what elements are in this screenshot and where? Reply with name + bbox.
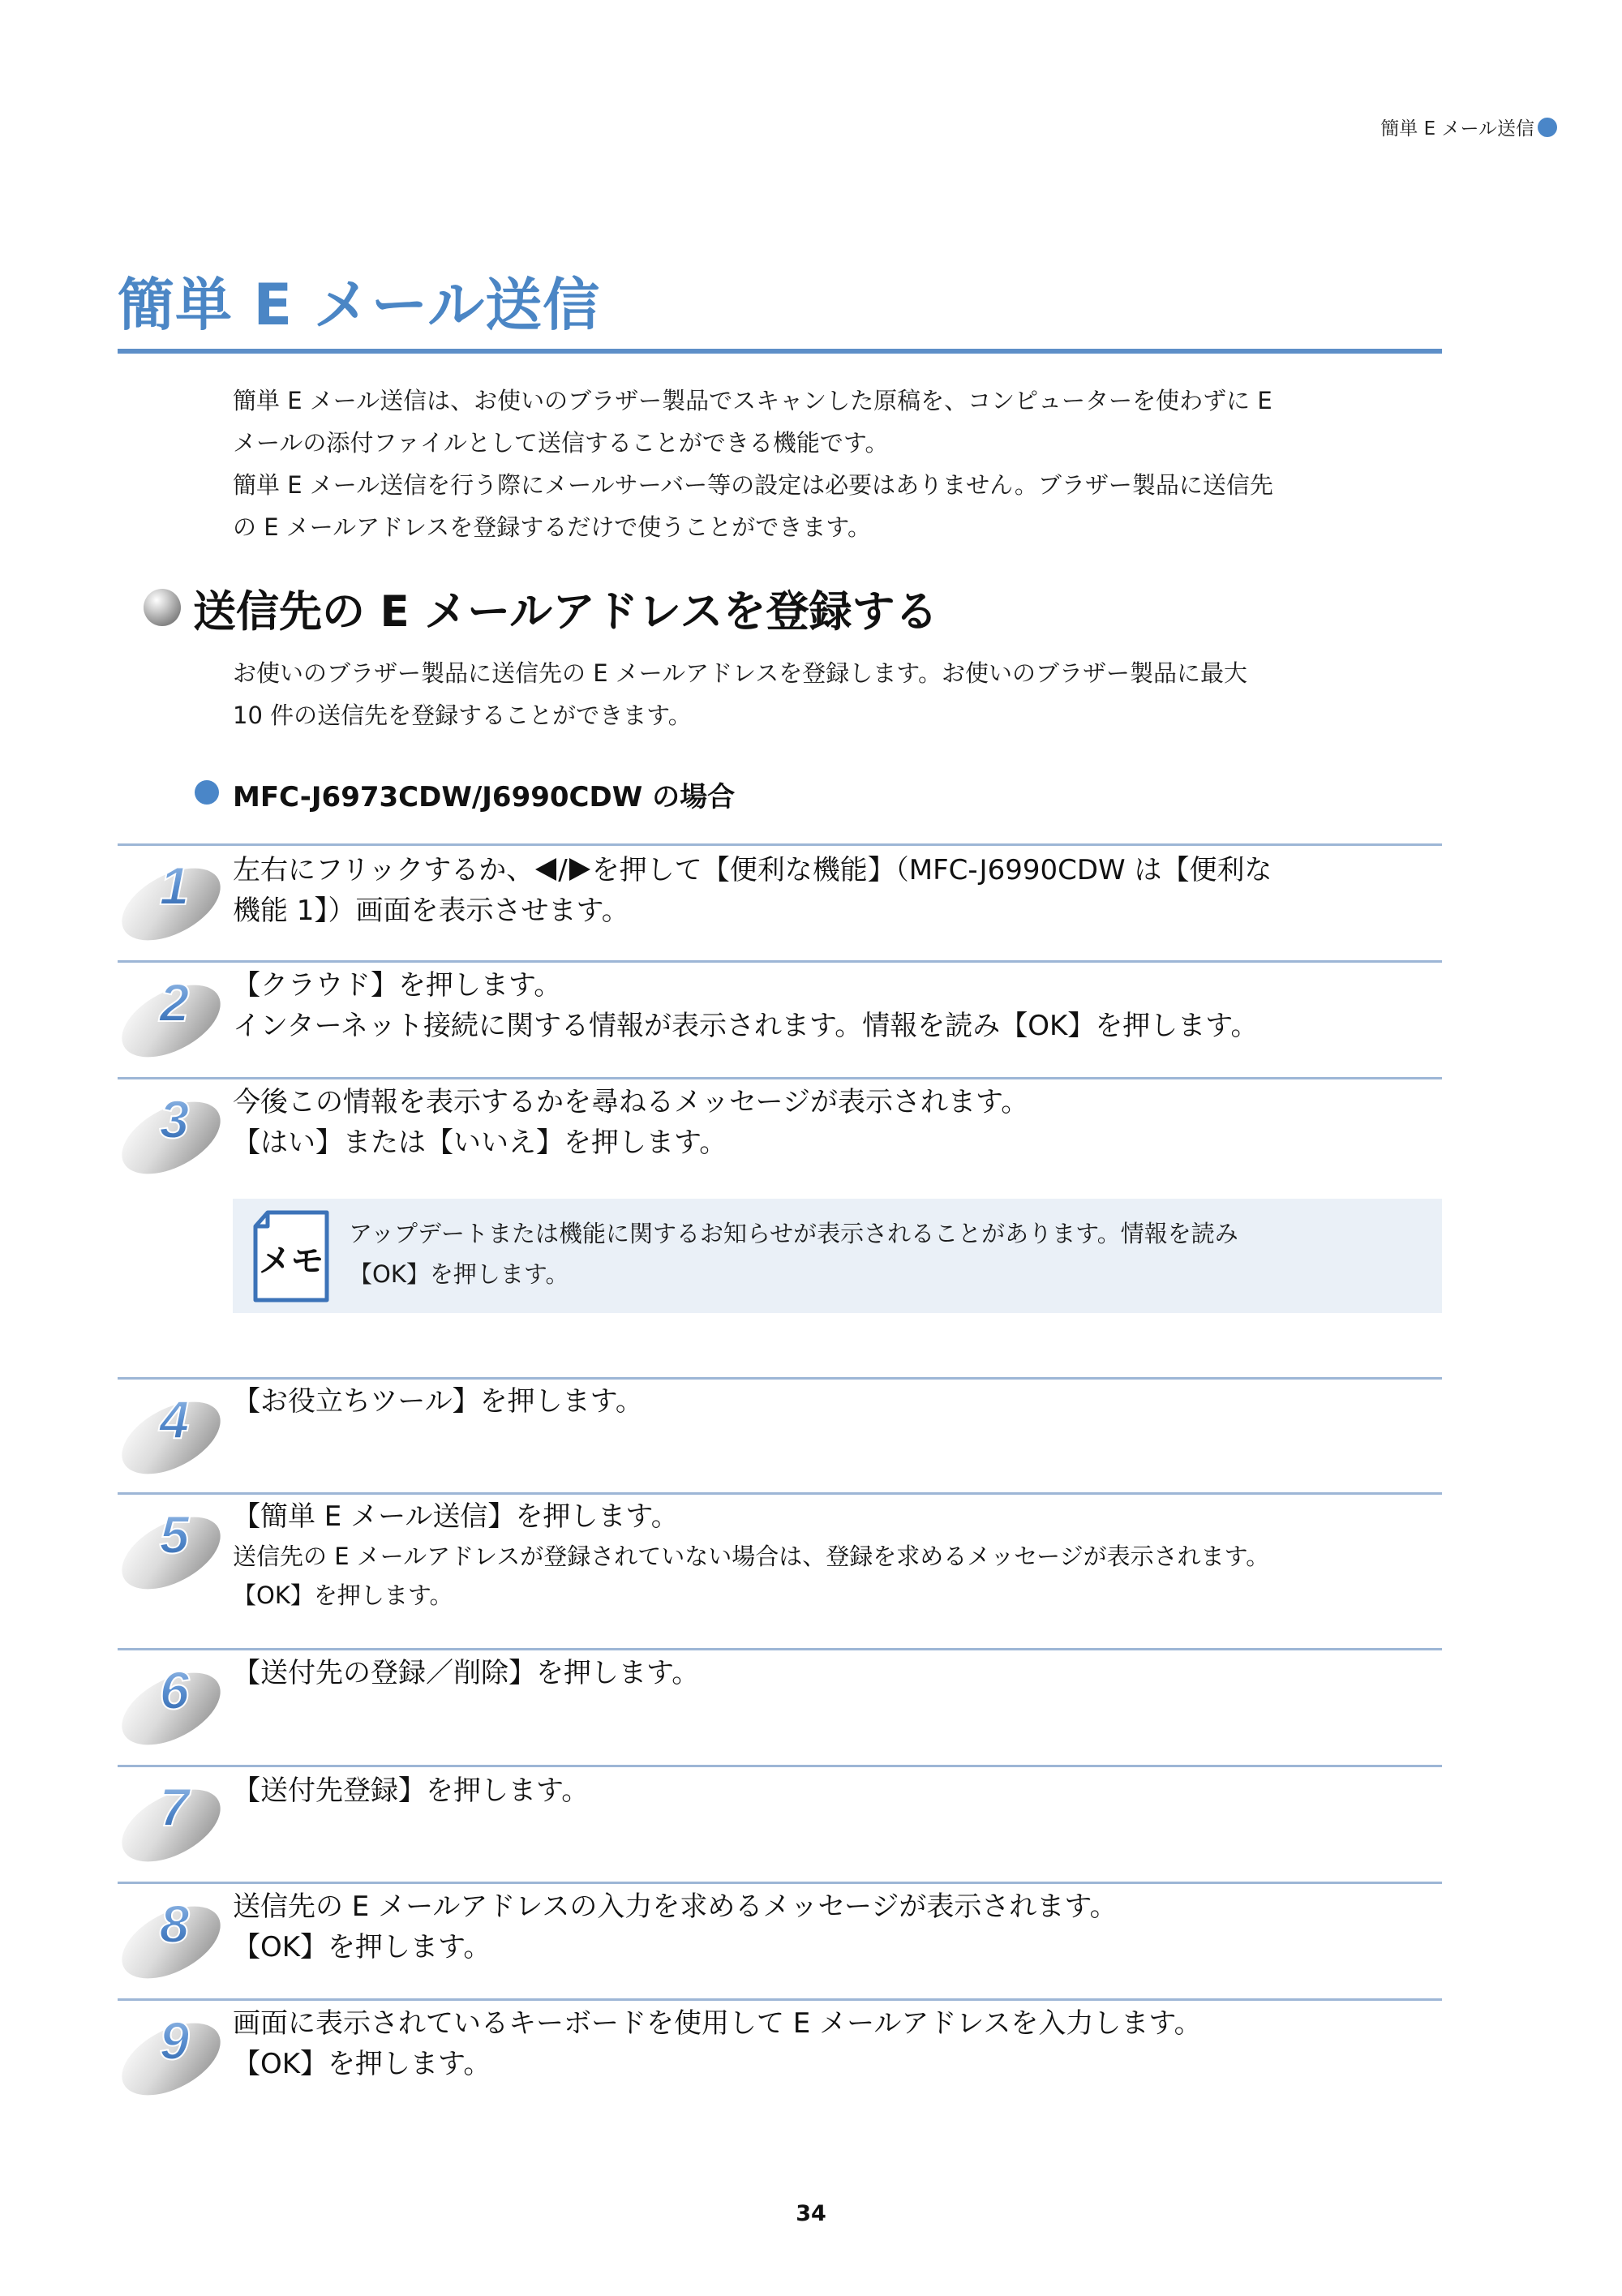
step-2-text: [233, 965, 1259, 1046]
step-line: 今後この情報を表示するかを尋ねるメッセージが表示されます。: [233, 1086, 1029, 1118]
step-2-badge: [116, 963, 231, 1060]
step-number: 7: [159, 1777, 190, 1837]
step-1-text: [233, 850, 1272, 931]
intro-paragraph: [233, 380, 1273, 548]
step-divider: [118, 960, 1442, 963]
step-line: 【送付先登録】を押します。: [233, 1775, 590, 1807]
step-8-badge: [116, 1884, 231, 1981]
memo-text: [349, 1213, 1238, 1294]
step-line: 【OK】を押します。: [233, 1931, 491, 1963]
memo-line: アップデートまたは機能に関するお知らせが表示されることがあります。情報を読み: [349, 1220, 1238, 1247]
step-divider: [118, 1998, 1442, 2001]
step-note: 送信先の E メールアドレスが登録されていない場合は、登録を求めるメッセージが表示されます。: [233, 1543, 1270, 1570]
page-title: 簡単 E メール送信: [118, 272, 601, 338]
step-line: 【簡単 E メール送信】を押します。: [233, 1500, 679, 1533]
step-4-text: [233, 1381, 643, 1422]
blue-dot-icon: [1538, 118, 1557, 137]
section-line: お使いのブラザー製品に送信先の E メールアドレスを登録します。お使いのブラザー製品に最大: [233, 659, 1247, 687]
title-divider: [118, 349, 1442, 354]
triangle-right-icon: [568, 856, 592, 882]
step-7-badge: [116, 1767, 231, 1865]
step-8-text: [233, 1886, 1118, 1968]
step-line: インターネット接続に関する情報が表示されます。情報を読み【OK】を押します。: [233, 1010, 1259, 1042]
model-bullet-icon: [195, 780, 219, 805]
step-divider: [118, 843, 1442, 846]
step-divider: [118, 1077, 1442, 1079]
section-bullet-icon: [144, 589, 181, 626]
step-line: 【OK】を押します。: [233, 2048, 491, 2080]
page-number: 34: [796, 2201, 826, 2226]
triangle-left-icon: [534, 856, 558, 882]
step-number: 8: [159, 1894, 190, 1954]
step-number: 9: [159, 2011, 190, 2071]
step-line: 機能 1】）画面を表示させます。: [233, 895, 629, 927]
step-5-badge: [116, 1495, 231, 1592]
step-divider: [118, 1882, 1442, 1884]
section-heading: 送信先の E メールアドレスを登録する: [193, 587, 938, 637]
intro-line: の E メールアドレスを登録するだけで使うことができます。: [233, 513, 871, 541]
step-5-text: [233, 1496, 1269, 1615]
section-paragraph: [233, 652, 1247, 736]
step-number: 1: [159, 856, 190, 916]
step-1-line-sep: /: [558, 854, 568, 886]
step-1-line-pre: 左右にフリックするか、: [233, 854, 534, 886]
intro-line: メールの添付ファイルとして送信することができる機能です。: [233, 429, 889, 457]
section-line: 10 件の送信先を登録することができます。: [233, 702, 692, 729]
intro-line: 簡単 E メール送信は、お使いのブラザー製品でスキャンした原稿を、コンピューターを使わずに E: [233, 387, 1272, 414]
step-line: 【送付先の登録／削除】を押します。: [233, 1657, 700, 1689]
step-6-text: [233, 1653, 699, 1693]
step-6-badge: [116, 1650, 231, 1748]
running-header-title: 簡単 E メール送信: [1380, 118, 1534, 139]
step-1-line-post: を押して【便利な機能】（MFC-J6990CDW は【便利な: [591, 854, 1272, 886]
step-divider: [118, 1648, 1442, 1650]
step-line: 送信先の E メールアドレスの入力を求めるメッセージが表示されます。: [233, 1890, 1118, 1923]
step-9-badge: [116, 2001, 231, 2098]
step-number: 2: [159, 972, 190, 1032]
intro-line: 簡単 E メール送信を行う際にメールサーバー等の設定は必要はありません。ブラザー製品に送信先: [233, 471, 1273, 499]
step-line: 【はい】または【いいえ】を押します。: [233, 1127, 727, 1159]
memo-icon-label: メモ: [259, 1242, 324, 1280]
step-9-text: [233, 2003, 1202, 2084]
step-divider: [118, 1492, 1442, 1495]
step-1-badge: [116, 846, 231, 943]
step-note: 【OK】を押します。: [233, 1581, 453, 1609]
step-divider: [118, 1377, 1442, 1380]
step-3-badge: [116, 1079, 231, 1177]
step-4-badge: [116, 1380, 231, 1477]
step-3-text: [233, 1082, 1028, 1163]
step-number: 5: [159, 1504, 190, 1564]
model-heading: MFC-J6973CDW/J6990CDW の場合: [233, 781, 736, 813]
step-number: 6: [159, 1660, 190, 1720]
step-line: [233, 850, 1272, 891]
step-number: 3: [159, 1089, 190, 1149]
step-line: 【クラウド】を押します。: [233, 969, 562, 1002]
step-line: 【お役立ちツール】を押します。: [233, 1385, 643, 1418]
memo-line: 【OK】を押します。: [349, 1260, 569, 1288]
running-header: [1380, 114, 1557, 140]
memo-icon: [251, 1210, 331, 1302]
step-line: 画面に表示されているキーボードを使用して E メールアドレスを入力します。: [233, 2007, 1202, 2040]
step-divider: [118, 1765, 1442, 1767]
step-7-text: [233, 1770, 589, 1811]
step-number: 4: [159, 1389, 190, 1449]
